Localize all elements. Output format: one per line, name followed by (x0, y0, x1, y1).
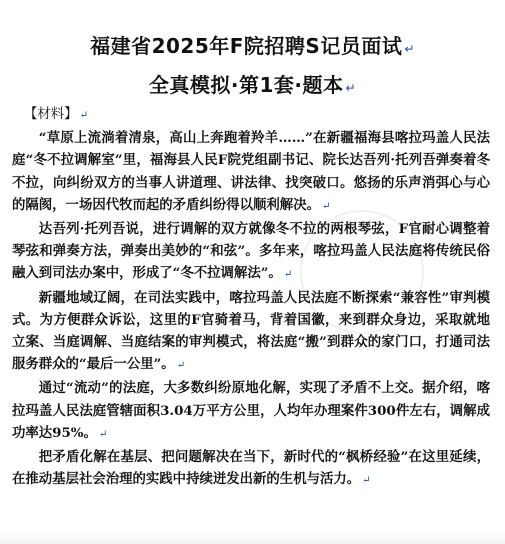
title-line-1: 福建省2025年F院招聘S记员面试 (90, 34, 403, 58)
paragraph-3-text: 新疆地域辽阔，在司法实践中，喀拉玛盖人民法庭不断探索“兼容性”审判模式。为方便群众诉讼，这里的F官骑着马，背着国徽，来到群众身边，采取就地立案、当庭调解、当庭结案的审判模式，将法庭“搬”到群众的家门口，打通司法服务群众的“最后一公里”。 (12, 289, 490, 373)
material-label-row (24, 104, 490, 127)
paragraph-5 (12, 446, 490, 492)
paragraph-1-text: “草原上流淌着清泉，高山上奔跑着羚羊……”在新疆福海县喀拉玛盖人民法庭“冬不拉调解室”里，福海县人民F院党组副书记、院长达吾列·托列吾弹奏着冬不拉，向纠纷双方的当事人讲道理、讲法律、找突破口。悠扬的乐声消弭心与心的隔阂，一场因代牧而起的矛盾纠纷得以顺利解决。 (12, 130, 490, 213)
document-body (12, 104, 490, 492)
title-line-2: 全真模拟·第1套·题本 (148, 73, 344, 97)
paragraph-mark: ↵ (98, 428, 108, 440)
document-subtitle (0, 69, 505, 98)
bottom-edge (0, 532, 505, 544)
document-title (0, 30, 505, 59)
paragraph-mark: ↵ (176, 360, 186, 372)
material-label: 【材料】 (24, 107, 78, 122)
paragraph-4 (12, 377, 490, 446)
paragraph-mark: ↵ (321, 200, 331, 212)
paragraph-mark: ↵ (404, 42, 415, 56)
paragraph-mark: ↵ (79, 110, 88, 121)
paragraph-4-text: 通过“流动”的法庭，大多数纠纷原地化解，实现了矛盾不上交。据介绍，喀拉玛盖人民法庭管辖面积3.04万平方公里，人均年办理案件300件左右，调解成功率达95%。 (12, 380, 490, 441)
paragraph-mark: ↵ (345, 81, 357, 95)
paragraph-2-text: 达吾列·托列吾说，进行调解的双方就像冬不拉的两根琴弦，F官耐心调整着琴弦和弹奏方法，弹奏出美妙的“和弦”。多年来，喀拉玛盖人民法庭将传统民俗融入到司法办案中，形成了“冬不拉调解法”。 (12, 221, 490, 282)
paragraph-mark: ↵ (362, 475, 371, 487)
paragraph-3 (12, 287, 490, 378)
paragraph-5-text: 把矛盾化解在基层、把问题解决在当下，新时代的“枫桥经验”在这里延续，在推动基层社会治理的实践中持续迸发出新的生机与活力。 (12, 449, 490, 488)
paragraph-mark: ↵ (283, 269, 293, 281)
paragraph-2 (12, 218, 490, 287)
paragraph-1 (12, 127, 490, 218)
